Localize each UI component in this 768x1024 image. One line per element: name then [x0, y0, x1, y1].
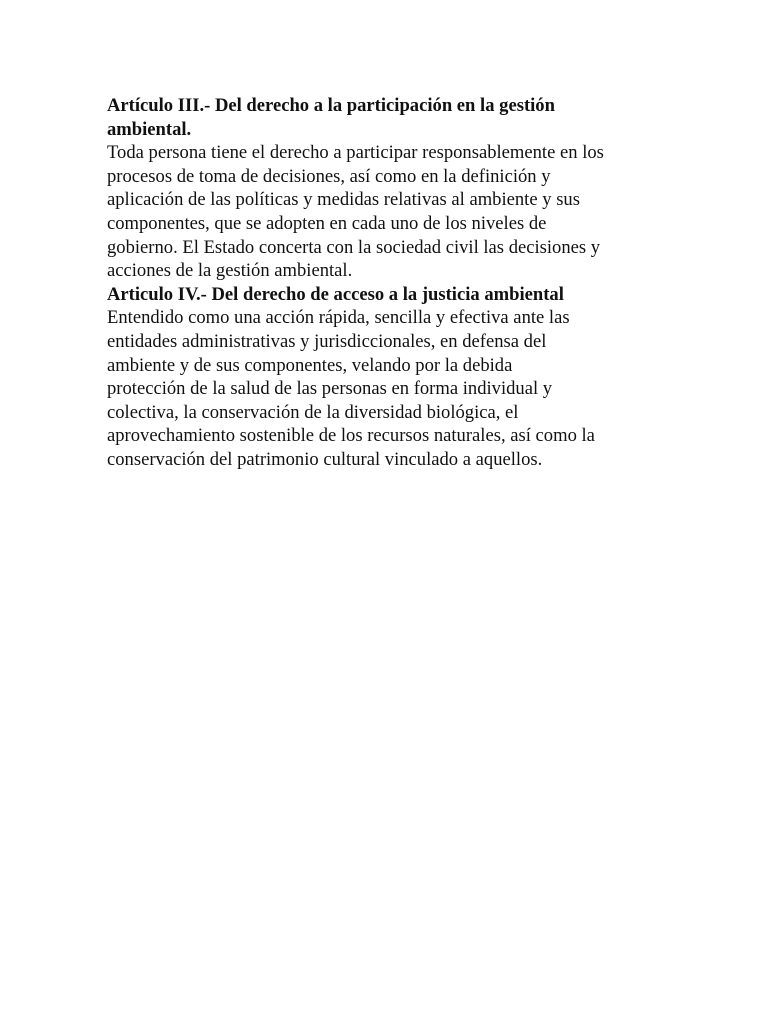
article-iv	[107, 283, 667, 472]
body-line: aprovechamiento sostenible de los recursos naturales, así como la	[107, 425, 595, 447]
body-line: Entendido como una acción rápida, sencilla y efectiva ante las	[107, 307, 570, 329]
heading-line: Artículo III.- Del derecho a la participación en la gestión	[107, 95, 555, 116]
body-line: gobierno. El Estado concerta con la sociedad civil las decisiones y	[107, 236, 601, 258]
article-iv-body	[107, 306, 667, 471]
heading-line: ambiental.	[107, 118, 192, 140]
article-iv-heading	[107, 283, 667, 307]
body-line: procesos de toma de decisiones, así como en la definición y	[107, 165, 551, 187]
article-iii	[107, 94, 667, 283]
heading-line: Articulo IV.- Del derecho de acceso a la justicia ambiental	[107, 283, 564, 305]
body-line: aplicación de las políticas y medidas relativas al ambiente y sus	[107, 189, 580, 211]
article-iii-body	[107, 141, 667, 283]
body-line: ambiente y de sus componentes, velando por la debida	[107, 354, 513, 376]
article-iii-heading	[107, 94, 667, 141]
body-line: conservación del patrimonio cultural vinculado a aquellos.	[107, 448, 543, 470]
body-line: entidades administrativas y jurisdiccionales, en defensa del	[107, 330, 547, 352]
body-line: Toda persona tiene el derecho a participar responsablemente en los	[107, 142, 604, 164]
document-page	[107, 94, 667, 472]
body-line: acciones de la gestión ambiental.	[107, 260, 353, 282]
body-line: componentes, que se adopten en cada uno de los niveles de	[107, 212, 547, 234]
body-line: protección de la salud de las personas en forma individual y	[107, 378, 553, 400]
body-line: colectiva, la conservación de la diversidad biológica, el	[107, 401, 519, 423]
